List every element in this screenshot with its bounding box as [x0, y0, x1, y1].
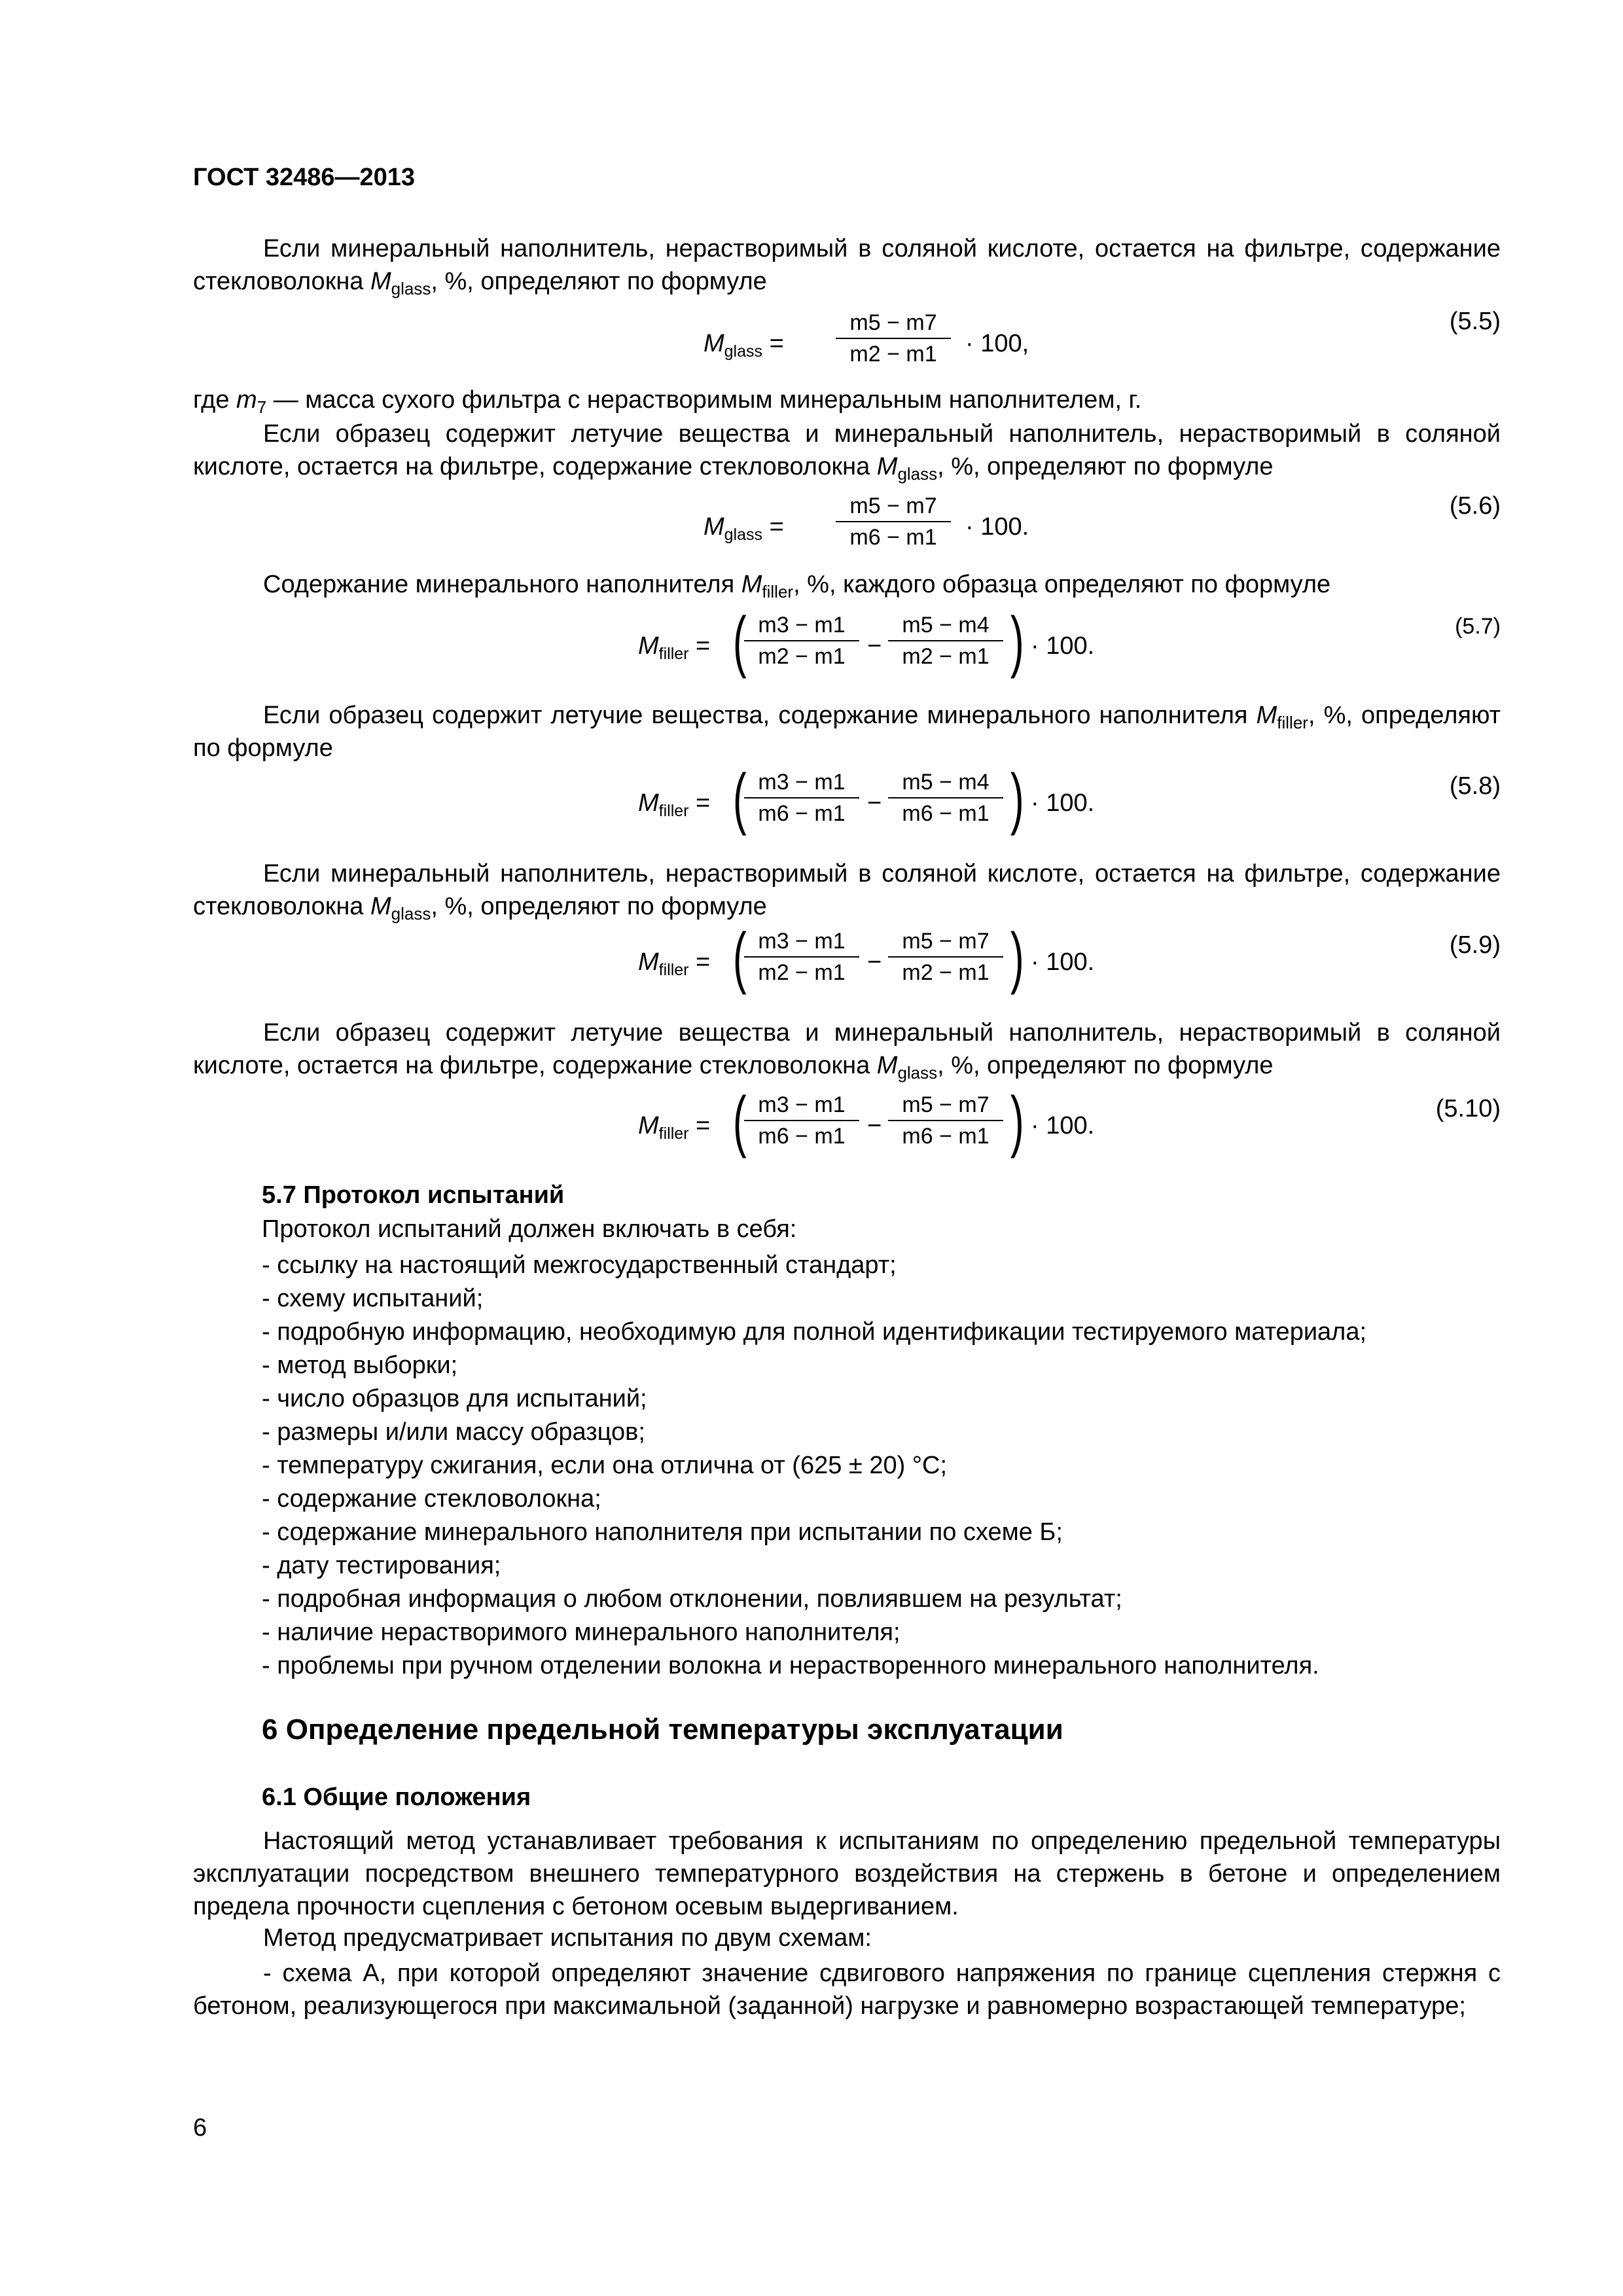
list-item: - содержание стекловолокна;: [262, 1485, 601, 1513]
protocol-intro: Протокол испытаний должен включать в себя:: [262, 1215, 797, 1243]
where-clause: где $m_7$ — масса сухого фильтра с нерастворимым минеральным наполнителем, г.: [193, 386, 1142, 417]
fraction: m3 − m1 m6 − m1: [743, 767, 861, 829]
equation-5-7: $M_{filler}$ = ( m3 − m1 m2 − m1 − m5 − m4 m2 − m1 ) · 100.: [638, 603, 1095, 679]
equation-number: (5.10): [1435, 1095, 1501, 1122]
fraction: m5 − m7 m6 − m1: [887, 1090, 1005, 1151]
fraction: m5 − m7 m2 − m1: [834, 308, 952, 369]
list-item: - дату тестирования;: [262, 1552, 501, 1579]
equation-5-5: $M_{glass}$ = m5 − m7 m2 − m1 · 100,: [704, 308, 1162, 373]
list-item: - температуру сжигания, если она отлична от (625 ± 20) °С;: [262, 1452, 948, 1479]
list-item: - подробную информацию, необходимую для полной идентификации тестируемого материала;: [262, 1318, 1367, 1346]
list-item: - проблемы при ручном отделении волокна и нерастворенного минерального наполнителя.: [262, 1652, 1319, 1679]
list-item: - содержание минерального наполнителя при испытании по схеме Б;: [262, 1518, 1063, 1546]
section-heading-6: 6 Определение предельной температуры эксплуатации: [262, 1713, 1063, 1746]
page-number: 6: [193, 2114, 207, 2142]
list-item: - число образцов для испытаний;: [262, 1385, 647, 1412]
document-code: ГОСТ 32486—2013: [193, 164, 416, 191]
equation-number: (5.7): [1455, 614, 1501, 639]
list-item: - размеры и/или массу образцов;: [262, 1418, 645, 1446]
fraction: m5 − m4 m2 − m1: [887, 610, 1005, 672]
equation-number: (5.8): [1449, 772, 1501, 800]
equation-5-8: $M_{filler}$ = ( m3 − m1 m6 − m1 − m5 − m4 m6 − m1 ) · 100.: [638, 761, 1095, 836]
paragraph-scheme-a: - схема А, при которой определяют значение сдвигового напряжения по границе сцепления стержня с бетоном, реализующегося при максимальной (заданной) нагрузке и равномерно возрастающей температуре;: [193, 1960, 1501, 2020]
fraction: m5 − m4 m6 − m1: [887, 767, 1005, 829]
fraction: m5 − m7 m6 − m1: [834, 491, 952, 552]
paragraph-volatile-insoluble: Если образец содержит летучие вещества и минеральный наполнитель, нерастворимый в соляной кислоте, остается на фильтре, содержание стекловолокна $M_{glass}$, %, определяют по формуле: [193, 420, 1501, 484]
paragraph-glass-insoluble-2: Если минеральный наполнитель, нерастворимый в соляной кислоте, остается на фильтре, содержание стекловолокна $M_{glass}$, %, определяют по формуле: [193, 860, 1501, 924]
equation-5-10: $M_{filler}$ = ( m3 − m1 m6 − m1 − m5 − m7 m6 − m1 ) · 100.: [638, 1083, 1095, 1159]
paragraph-method-scope: Настоящий метод устанавливает требования к испытаниям по определению предельной температуры эксплуатации посредством внешнего температурного воздействия на стержень в бетоне и определением предела прочности сцепления с бетоном осевым выдергиванием.: [193, 1827, 1501, 1920]
section-heading-5-7: 5.7 Протокол испытаний: [262, 1181, 565, 1209]
list-item: - подробная информация о любом отклонении, повлиявшем на результат;: [262, 1585, 1122, 1613]
fraction: m3 − m1 m2 − m1: [743, 926, 861, 988]
equation-5-6: $M_{glass}$ = m5 − m7 m6 − m1 · 100.: [704, 491, 1162, 556]
equation-5-9: $M_{filler}$ = ( m3 − m1 m2 − m1 − m5 − m7 m2 − m1 ) · 100.: [638, 920, 1095, 996]
paragraph-volatile-insoluble-2: Если образец содержит летучие вещества и минеральный наполнитель, нерастворимый в соляной кислоте, остается на фильтре, содержание стекловолокна $M_{glass}$, %, определяют по формуле: [193, 1019, 1501, 1083]
paragraph-method-schemes: Метод предусматривает испытания по двум схемам:: [263, 1924, 872, 1952]
equation-number: (5.6): [1449, 492, 1501, 520]
paragraph-filler-content: Содержание минерального наполнителя $M_{filler}$, %, каждого образца определяют по формуле: [263, 571, 1331, 601]
list-item: - схему испытаний;: [262, 1285, 484, 1312]
paragraph-glass-insoluble: Если минеральный наполнитель, нерастворимый в соляной кислоте, остается на фильтре, содержание стекловолокна $M_{glass}$, %, определяют по формуле: [193, 235, 1501, 298]
equation-number: (5.5): [1449, 308, 1501, 335]
list-item: - ссылку на настоящий межгосударственный стандарт;: [262, 1251, 897, 1279]
fraction: m3 − m1 m6 − m1: [743, 1090, 861, 1151]
section-heading-6-1: 6.1 Общие положения: [262, 1784, 531, 1811]
fraction: m5 − m7 m2 − m1: [887, 926, 1005, 988]
fraction: m3 − m1 m2 − m1: [743, 610, 861, 672]
list-item: - наличие нерастворимого минерального наполнителя;: [262, 1619, 901, 1646]
equation-number: (5.9): [1449, 931, 1501, 959]
list-item: - метод выборки;: [262, 1352, 458, 1379]
paragraph-filler-volatile: Если образец содержит летучие вещества, содержание минерального наполнителя $M_{filler}$, %, определяют по формуле: [193, 702, 1501, 762]
protocol-list: [262, 1249, 1366, 1683]
